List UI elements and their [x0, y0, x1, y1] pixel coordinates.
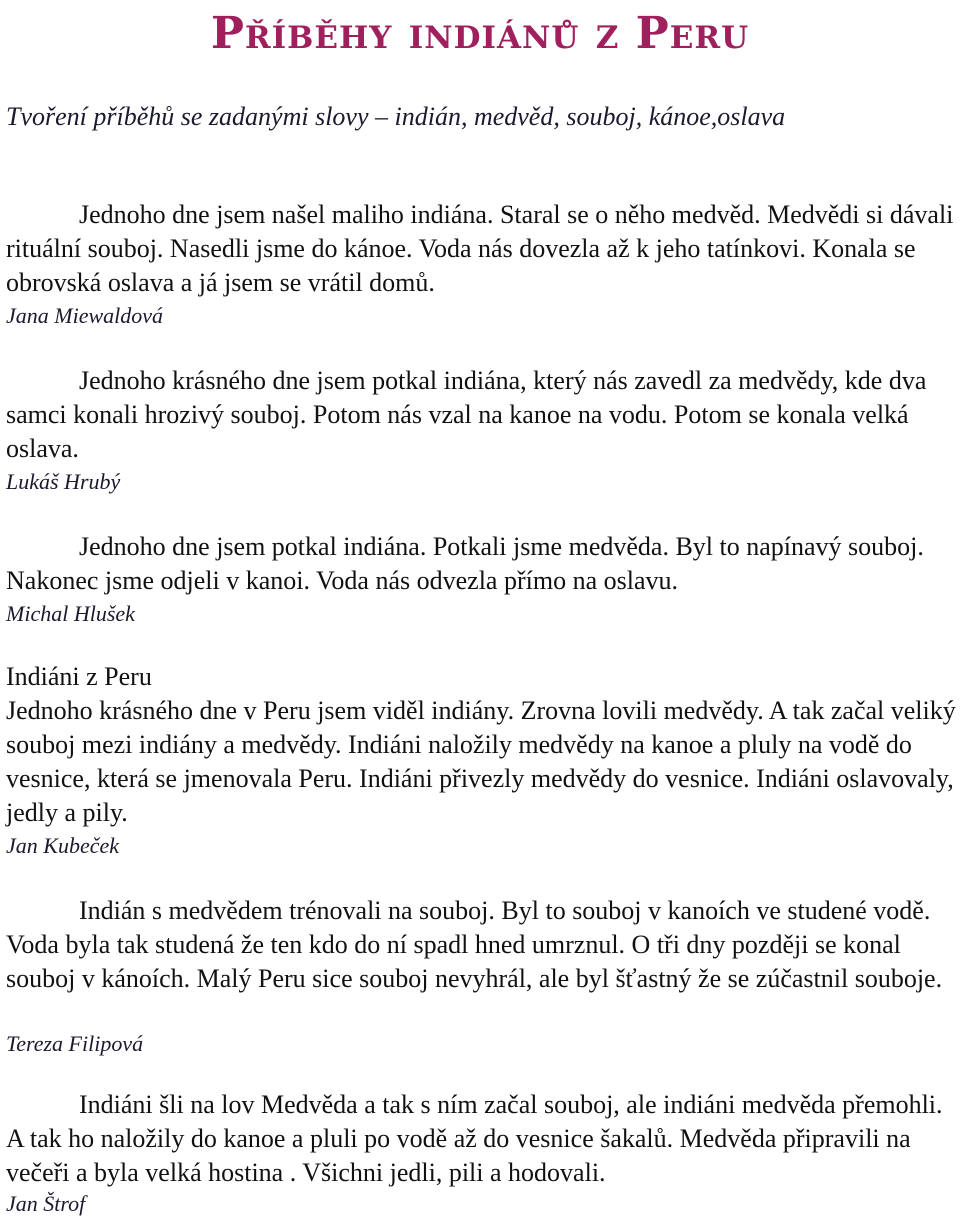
story-4	[6, 660, 956, 830]
story-author: Tereza Filipová	[6, 1031, 144, 1056]
page-title: Příběhy indiánů z Peru	[210, 8, 750, 59]
story-text: Jednoho krásného dne v Peru jsem viděl indiány. Zrovna lovili medvědy. A tak začal veliký souboj mezi indiány a medvědy. Indiáni naložily medvědy na kanoe a pluly na vodě do vesnice, která se jmenovala Peru. Indiáni přivezly medvědy do vesnice. Indiáni oslavovaly, jedly a pily.	[6, 696, 956, 827]
story-text: Indián s medvědem trénovali na souboj. Byl to souboj v kanoích ve studené vodě. Voda byla tak studená že ten kdo do ní spadl hned umrznul. O tři dny později se konal souboj v kánoích. Malý Peru sice souboj nevyhrál, ale byl šťastný že se zúčastnil souboje.	[6, 896, 943, 993]
story-text: Jednoho dne jsem potkal indiána. Potkali jsme medvěda. Byl to napínavý souboj. Nakonec jsme odjeli v kanoi. Voda nás odvezla přímo na oslavu.	[6, 532, 924, 595]
story-text: Indiáni šli na lov Medvěda a tak s ním začal souboj, ale indiáni medvěda přemohli. A tak ho naložily do kanoe a pluli po vodě až do vesnice šakalů. Medvěda připravili na večeři a byla velká hostina . Všichni jedli, pili a hodovali.	[6, 1090, 943, 1187]
page-subtitle: Tvoření příběhů se zadanými slovy – indián, medvěd, souboj, kánoe,oslava	[6, 102, 786, 131]
story-author: Jan Štrof	[6, 1191, 86, 1216]
story-5	[6, 894, 956, 996]
story-1	[6, 198, 956, 300]
story-2	[6, 364, 956, 466]
story-author: Jana Miewaldová	[6, 303, 164, 328]
story-3	[6, 530, 956, 598]
story-author: Jan Kubeček	[6, 833, 119, 858]
story-6	[6, 1088, 956, 1190]
story-author: Michal Hlušek	[6, 601, 135, 626]
story-author: Lukáš Hrubý	[6, 469, 121, 494]
story-text: Jednoho dne jsem našel maliho indiána. Staral se o něho medvěd. Medvědi si dávali rituální souboj. Nasedli jsme do kánoe. Voda nás dovezla až k jeho tatínkovi. Konala se obrovská oslava a já jsem se vrátil domů.	[6, 200, 954, 297]
story-heading: Indiáni z Peru	[6, 662, 152, 691]
story-text: Jednoho krásného dne jsem potkal indiána, který nás zavedl za medvědy, kde dva samci konali hrozivý souboj. Potom nás vzal na kanoe na vodu. Potom se konala velká oslava.	[6, 366, 927, 463]
